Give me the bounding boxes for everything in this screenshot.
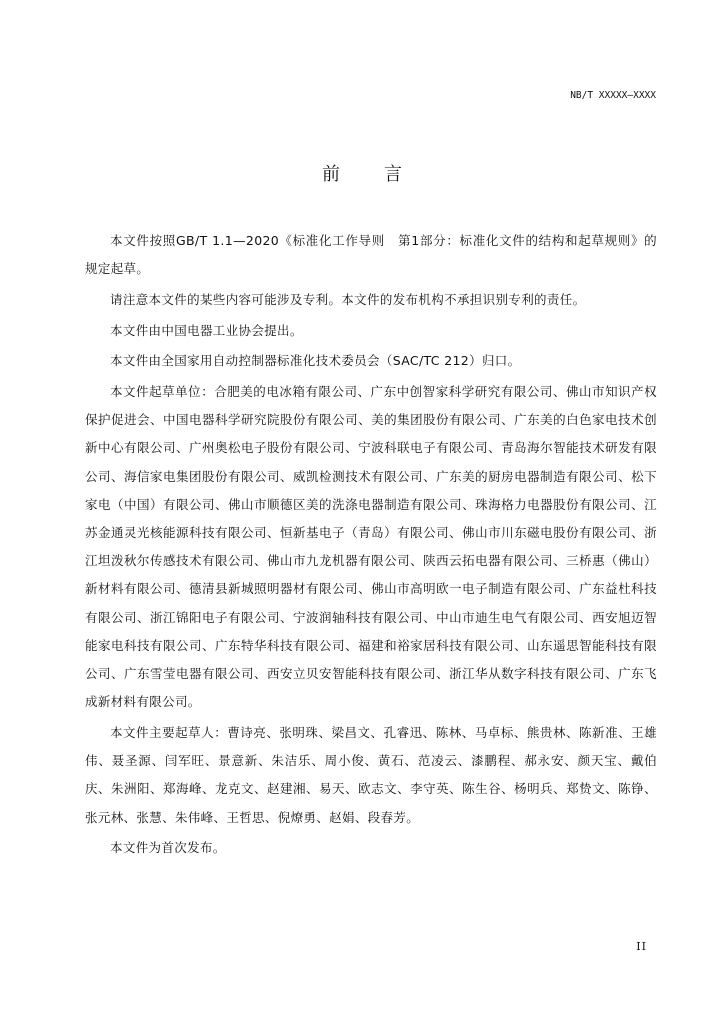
foreword-body — [85, 227, 657, 865]
paragraph-drafters: 本文件主要起草人：曹诗亮、张明珠、梁昌文、孔睿迅、陈林、马卓标、熊贵林、陈新准、王雄伟、聂圣源、闫军旺、景意新、朱洁乐、周小俊、黄石、范凌云、漆鹏程、郝永安、颜天宝、戴伯庆、朱洲阳、郑海峰、龙克文、赵建湘、易天、欧志文、李守英、陈生谷、杨明兵、郑贽文、陈铮、张元林、张慧、朱伟峰、王哲思、倪燎勇、赵娟、段春芳。 — [85, 724, 657, 825]
paragraph-drafting-units: 本文件起草单位：合肥美的电冰箱有限公司、广东中创智家科学研究有限公司、佛山市知识产权保护促进会、中国电器科学研究院股份有限公司、美的集团股份有限公司、广东美的白色家电技术创新中心有限公司、广州奥松电子股份有限公司、宁波科联电子有限公司、青岛海尔智能技术研发有限公司、海信家电集团股份有限公司、威凯检测技术有限公司、广东美的厨房电器制造有限公司、松下家电（中国）有限公司、佛山市顺德区美的洗涤电器制造有限公司、珠海格力电器股份有限公司、江苏金通灵光核能源科技有限公司、恒新基电子（青岛）有限公司、佛山市川东磁电股份有限公司、浙江坦泼秋尔传感技术有限公司、佛山市九龙机器有限公司、陕西云拓电器有限公司、三桥惠（佛山）新材料有限公司、德清县新城照明器材有限公司、佛山市高明欧一电子制造有限公司、广东益杜科技有限公司、浙江锦阳电子有限公司、宁波润轴科技有限公司、中山市迪生电气有限公司、西安旭迈智能家电科技有限公司、广东特华科技有限公司、福建和裕家居科技有限公司、山东遥思智能科技有限公司、广东雪莹电器有限公司、西安立贝安智能科技有限公司、浙江华从数字科技有限公司、广东飞成新材料有限公司。 — [85, 384, 657, 710]
title-char-2: 言 — [384, 164, 402, 185]
paragraph-drafting-rules: 本文件按照GB/T 1.1—2020《标准化工作导则 第1部分：标准化文件的结构和起草规则》的规定起草。 — [85, 233, 657, 277]
paragraph-first-release: 本文件为首次发布。 — [110, 840, 226, 856]
page-number: II — [636, 940, 647, 953]
page-title — [0, 160, 724, 186]
paragraph-patent-notice: 请注意本文件的某些内容可能涉及专利。本文件的发布机构不承担识别专利的责任。 — [110, 291, 586, 307]
paragraph-proposer: 本文件由中国电器工业协会提出。 — [110, 322, 303, 338]
standard-code-header: NB/T XXXXX—XXXX — [570, 90, 656, 101]
title-char-1: 前 — [322, 164, 340, 185]
paragraph-technical-committee: 本文件由全国家用自动控制器标准化技术委员会（SAC/TC 212）归口。 — [110, 353, 521, 369]
